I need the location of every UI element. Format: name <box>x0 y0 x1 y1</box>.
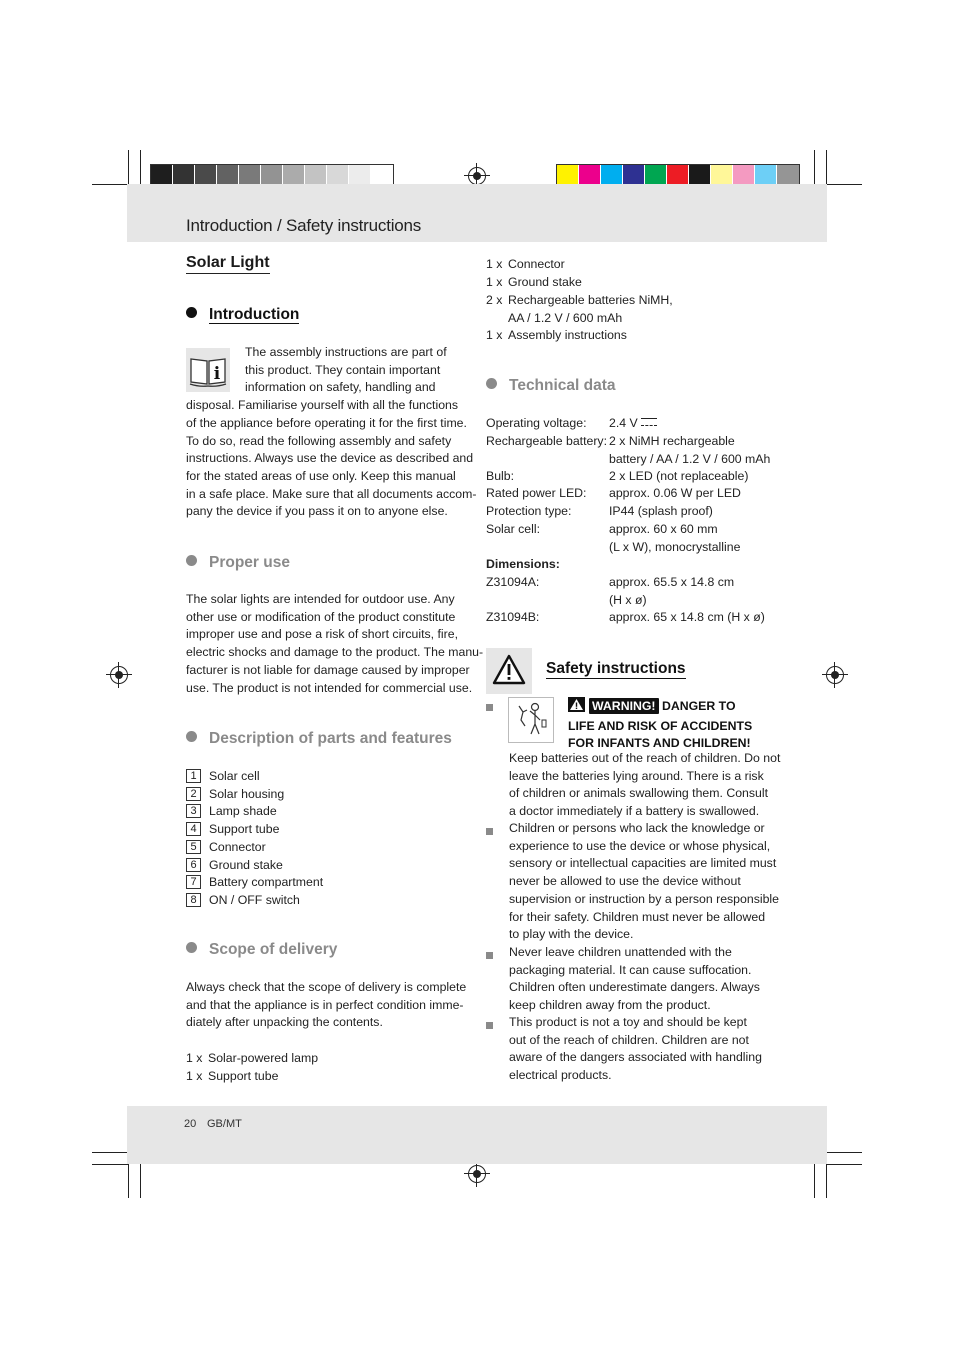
part-number: 5 <box>186 840 201 854</box>
text-line: a doctor immediately if a battery is swallowed. <box>509 804 760 819</box>
part-label: Ground stake <box>209 857 283 872</box>
part-number: 2 <box>186 787 201 801</box>
text-line: The assembly instructions are part of <box>245 345 447 359</box>
text-line: for their safety. Children must never be allowed <box>509 909 766 924</box>
section-bullet-icon <box>186 307 197 318</box>
warning-triangle-icon <box>486 648 532 694</box>
spec-value <box>609 609 765 627</box>
introduction-text <box>186 344 477 521</box>
scope-qty: 1 x <box>186 1051 203 1065</box>
spec-key: Rechargeable battery: <box>486 434 607 448</box>
proper-use-text <box>186 591 484 697</box>
spec-key: Z31094B: <box>486 610 540 624</box>
scope-qty: 2 x <box>486 293 503 307</box>
scope-qty: 1 x <box>486 328 503 342</box>
warning-block: WARNING! DANGER TO LIFE AND RISK OF ACCIDENTS FOR INFANTS AND CHILDREN! <box>568 699 753 751</box>
text-line: This product is not a toy and should be kept <box>509 1015 747 1029</box>
spec-value <box>609 485 741 503</box>
scope-item <box>486 256 565 274</box>
spec-value <box>609 468 748 486</box>
spec-value <box>609 521 740 556</box>
spec-value-text: approx. 65.5 x 14.8 cm <box>609 575 735 589</box>
text-line: other use or modification of the product constitute <box>186 609 456 624</box>
part-number: 6 <box>186 858 201 872</box>
text-line: instructions. Always use the device as described and <box>186 451 474 466</box>
page-number: 20 <box>184 1118 197 1130</box>
spec-value-text: approx. 65 x 14.8 cm (H x ø) <box>609 610 765 624</box>
text-line: sensory or intellectual capacities are limited must <box>509 856 777 871</box>
part-number: 3 <box>186 804 201 818</box>
section-heading-parts: Description of parts and features <box>186 730 452 748</box>
text-line: keep children away from the product. <box>509 998 711 1013</box>
spec-value-text: IP44 (splash proof) <box>609 504 713 518</box>
text-line: To do so, read the following assembly and safety <box>186 433 452 448</box>
locale-code: GB/MT <box>207 1118 242 1130</box>
text-line: out of the reach of children. Children are not <box>509 1032 749 1047</box>
scope-qty: 1 x <box>486 257 503 271</box>
registration-mark-icon <box>110 666 128 684</box>
text-line: diately after unpacking the contents. <box>186 1015 383 1030</box>
text-line: of children or animals swallowing them. Consult <box>509 786 769 801</box>
text-line: this product. They contain important <box>245 362 441 377</box>
svg-text:i: i <box>213 364 221 384</box>
text-line: packaging material. It can cause suffocation. <box>509 962 752 977</box>
spec-value-text: (L x W), monocrystalline <box>609 539 741 554</box>
safety-bullet-text <box>509 820 793 944</box>
section-heading-introduction: Introduction <box>186 306 299 324</box>
bullet-square-icon <box>486 704 493 711</box>
spec-value-text: battery / AA / 1.2 V / 600 mAh <box>609 451 771 466</box>
scope-label: Ground stake <box>508 275 582 289</box>
section-bullet-icon <box>186 555 197 566</box>
registration-mark-icon <box>468 167 486 185</box>
scope-label: Rechargeable batteries NiMH, <box>508 293 673 307</box>
dc-symbol-icon <box>641 418 657 426</box>
scope-label: Support tube <box>208 1069 279 1083</box>
dimensions-heading: Dimensions: <box>486 557 560 571</box>
text-line: electrical products. <box>509 1068 612 1083</box>
spec-value <box>609 415 657 433</box>
text-line: Always check that the scope of delivery is complete <box>186 980 467 994</box>
spec-key: Z31094A: <box>486 575 540 589</box>
warning-badge: WARNING! <box>589 698 659 714</box>
text-line: electric shocks and damage to the product. The manu- <box>186 645 484 660</box>
spec-key: Protection type: <box>486 504 572 518</box>
section-bullet-icon <box>186 731 197 742</box>
text-line: experience to use the device or whose physical, <box>509 838 771 853</box>
bullet-square-icon <box>486 828 493 835</box>
text-line: never be allowed to use the device without <box>509 874 741 889</box>
scope-text <box>186 979 470 1032</box>
part-label: ON / OFF switch <box>209 892 300 907</box>
text-line: in a safe place. Make sure that all documents accom- <box>186 486 477 501</box>
safety-bullet-text <box>509 944 793 1015</box>
scope-item <box>486 274 582 292</box>
part-number: 8 <box>186 893 201 907</box>
text-line: The solar lights are intended for outdoor use. Any <box>186 592 455 606</box>
text-line: and that the appliance is in perfect condition imme- <box>186 997 464 1012</box>
text-line: Children or persons who lack the knowledge or <box>509 821 765 835</box>
section-bullet-icon <box>186 942 197 953</box>
section-heading-safety: Safety instructions <box>546 660 686 677</box>
scope-item <box>486 292 673 327</box>
text-line: Keep batteries out of the reach of children. Do not <box>509 751 781 765</box>
part-number: 1 <box>186 769 201 783</box>
page-header-title: Introduction / Safety instructions <box>186 216 422 235</box>
section-heading-scope: Scope of delivery <box>186 941 337 959</box>
text-line: information on safety, handling and <box>245 380 436 395</box>
scope-item <box>486 327 627 345</box>
part-label: Support tube <box>209 822 280 837</box>
text-line: for the stated areas of use only. Keep this manual <box>186 468 456 483</box>
text-line: Never leave children unattended with the <box>509 945 732 959</box>
spec-key: Rated power LED: <box>486 486 587 500</box>
spec-value-text: approx. 0.06 W per LED <box>609 486 741 500</box>
spec-key: Solar cell: <box>486 522 540 536</box>
safety-bullet-text <box>509 750 793 821</box>
part-label: Lamp shade <box>209 804 277 819</box>
scope-label: Assembly instructions <box>508 328 627 342</box>
scope-qty: 1 x <box>186 1069 203 1083</box>
section-heading-proper-use: Proper use <box>186 554 290 572</box>
section-bullet-icon <box>486 378 497 389</box>
part-label: Battery compartment <box>209 875 324 890</box>
safety-bullet-text <box>509 1014 793 1085</box>
text-line: use. The product is not intended for commercial use. <box>186 680 473 695</box>
child-figure-icon <box>508 697 554 743</box>
part-number: 4 <box>186 822 201 836</box>
scope-label: Solar-powered lamp <box>208 1051 319 1065</box>
bullet-square-icon <box>486 952 493 959</box>
text-line: Children often underestimate dangers. Always <box>509 980 760 995</box>
text-line: improper use and pose a risk of short circuits, fire, <box>186 627 459 642</box>
text-line: pany the device if you pass it on to anyone else. <box>186 504 448 519</box>
text-line: leave the batteries lying around. There is a risk <box>509 768 764 783</box>
text-line: of the appliance before operating it for the first time. <box>186 415 467 430</box>
scope-label: Connector <box>508 257 565 271</box>
scope-item <box>186 1050 318 1068</box>
spec-value-text: 2 x LED (not replaceable) <box>609 469 749 483</box>
spec-value <box>609 503 713 521</box>
registration-mark-icon <box>468 1165 486 1183</box>
part-label: Connector <box>209 839 266 854</box>
part-number: 7 <box>186 875 201 889</box>
text-line: facturer is not liable for damage caused by improper <box>186 662 470 677</box>
footer-band <box>127 1106 827 1164</box>
scope-qty: 1 x <box>486 275 503 289</box>
scope-item <box>186 1068 278 1086</box>
text-line: supervision or instruction by a person responsible <box>509 891 779 906</box>
spec-value-text: 2 x NiMH rechargeable <box>609 434 735 448</box>
spec-value-text: approx. 60 x 60 mm <box>609 522 718 536</box>
spec-value <box>609 574 734 609</box>
scope-label: AA / 1.2 V / 600 mAh <box>508 310 623 325</box>
text-line: aware of the dangers associated with handling <box>509 1050 762 1065</box>
spec-key: Bulb: <box>486 469 515 483</box>
text-line: disposal. Familiarise yourself with all the functions <box>186 398 459 413</box>
spec-key: Operating voltage: <box>486 416 587 430</box>
spec-value-text: 2.4 V <box>609 416 638 430</box>
spec-value-text: (H x ø) <box>609 592 647 607</box>
part-label: Solar cell <box>209 769 260 783</box>
text-line: to play with the device. <box>509 927 634 942</box>
document-title: Solar Light <box>186 254 270 274</box>
section-heading-technical: Technical data <box>486 377 616 395</box>
bullet-square-icon <box>486 1022 493 1029</box>
part-label: Solar housing <box>209 786 285 801</box>
warning-small-triangle-icon <box>568 697 585 718</box>
registration-mark-icon <box>826 666 844 684</box>
spec-value <box>609 433 770 468</box>
